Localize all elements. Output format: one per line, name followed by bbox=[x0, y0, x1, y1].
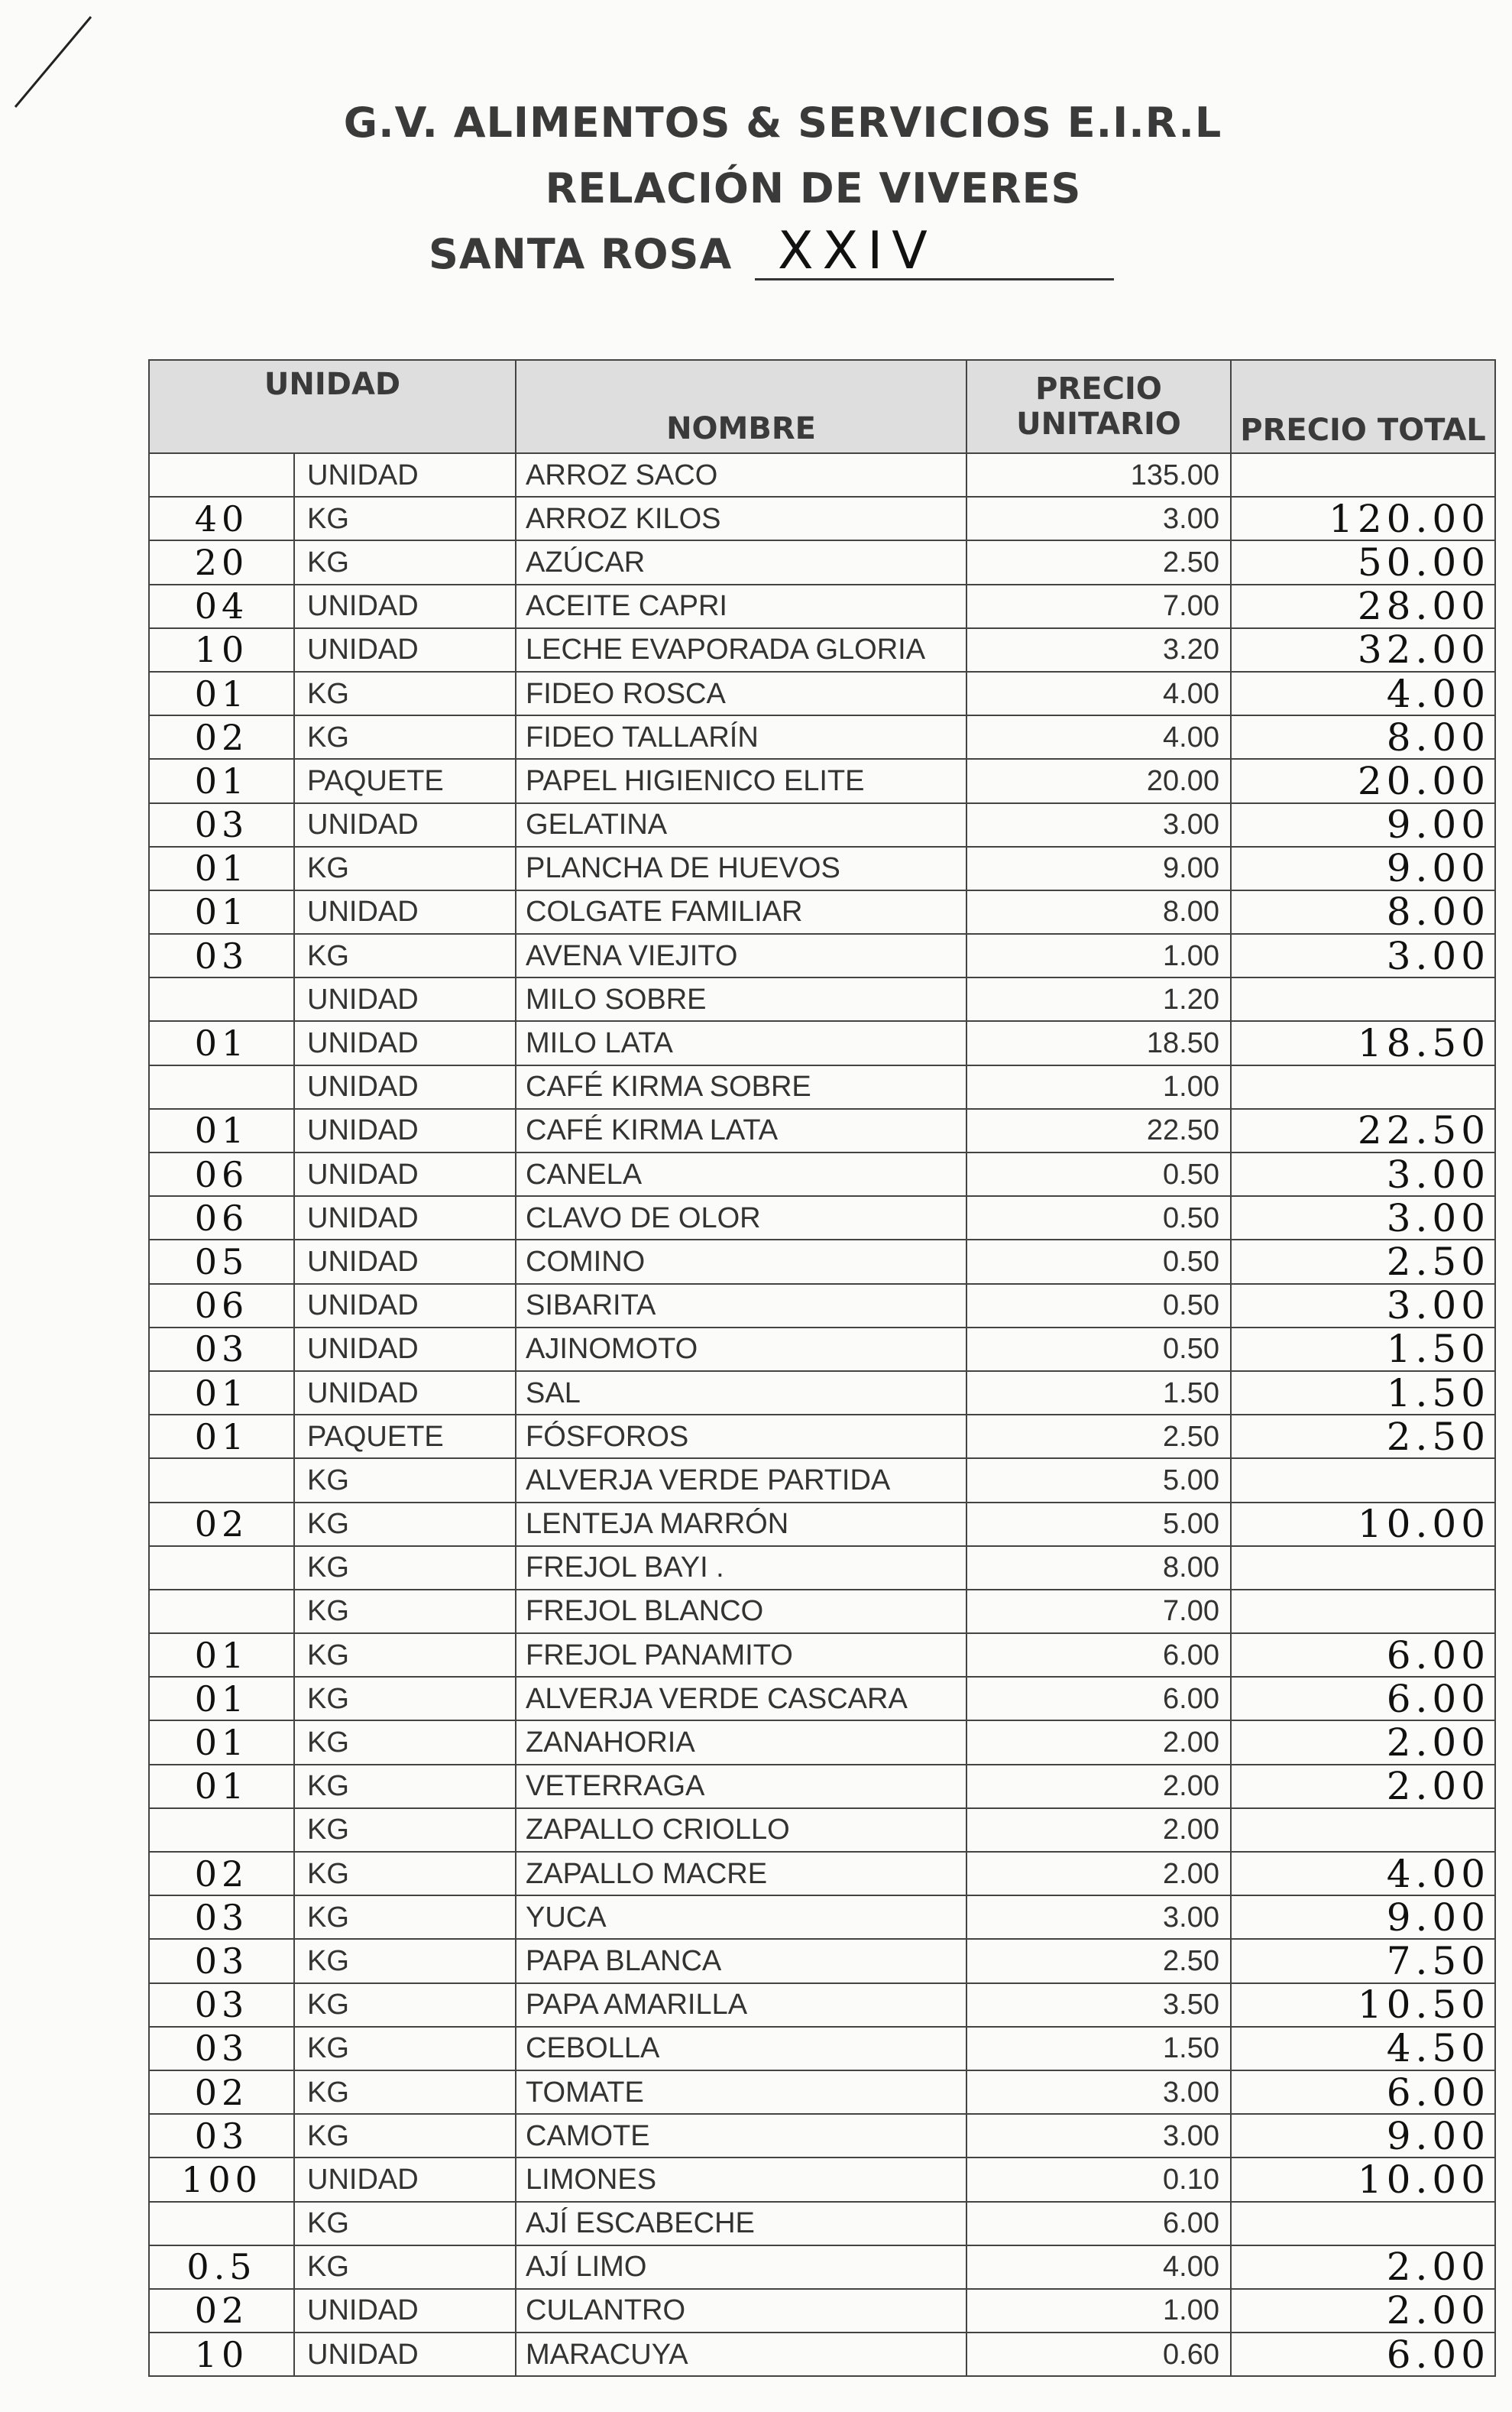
cell-quantity: 0.5 bbox=[149, 2245, 294, 2289]
cell-unit-price: 2.00 bbox=[966, 1720, 1231, 1764]
cell-unit: KG bbox=[294, 1633, 516, 1677]
cell-product-name: LECHE EVAPORADA GLORIA bbox=[516, 628, 966, 672]
cell-quantity: 03 bbox=[149, 1328, 294, 1371]
cell-quantity: 10 bbox=[149, 2333, 294, 2376]
cell-product-name: ZAPALLO CRIOLLO bbox=[516, 1808, 966, 1852]
table-row bbox=[149, 2289, 1495, 2333]
cell-unit-price: 2.50 bbox=[966, 1939, 1231, 1982]
cell-unit: KG bbox=[294, 1983, 516, 2027]
cell-total-price: 3.00 bbox=[1231, 1284, 1495, 1328]
cell-quantity: 01 bbox=[149, 1633, 294, 1677]
cell-quantity bbox=[149, 1546, 294, 1590]
cell-quantity: 03 bbox=[149, 803, 294, 847]
cell-unit: KG bbox=[294, 1852, 516, 1895]
cell-product-name: ARROZ SACO bbox=[516, 453, 966, 497]
cell-unit: KG bbox=[294, 1503, 516, 1546]
cell-total-price: 50.00 bbox=[1231, 540, 1495, 584]
header-precio-total: PRECIO TOTAL bbox=[1231, 360, 1495, 453]
cell-total-price: 9.00 bbox=[1231, 2114, 1495, 2158]
cell-total-price: 4.00 bbox=[1231, 1852, 1495, 1895]
cell-total-price: 20.00 bbox=[1231, 759, 1495, 802]
cell-unit-price: 0.10 bbox=[966, 2158, 1231, 2201]
table-row bbox=[149, 934, 1495, 977]
cell-unit-price: 5.00 bbox=[966, 1458, 1231, 1502]
table-row bbox=[149, 759, 1495, 802]
cell-unit: KG bbox=[294, 1458, 516, 1502]
cell-unit-price: 1.50 bbox=[966, 1371, 1231, 1415]
cell-product-name: ACEITE CAPRI bbox=[516, 585, 966, 628]
cell-quantity: 01 bbox=[149, 1720, 294, 1764]
cell-product-name: AJINOMOTO bbox=[516, 1328, 966, 1371]
cell-quantity: 01 bbox=[149, 759, 294, 802]
cell-unit: UNIDAD bbox=[294, 977, 516, 1021]
cell-product-name: CANELA bbox=[516, 1153, 966, 1196]
cell-unit: KG bbox=[294, 672, 516, 715]
cell-product-name: GELATINA bbox=[516, 803, 966, 847]
cell-product-name: MARACUYA bbox=[516, 2333, 966, 2376]
cell-unit-price: 0.50 bbox=[966, 1196, 1231, 1240]
cell-unit: KG bbox=[294, 934, 516, 977]
cell-unit-price: 4.00 bbox=[966, 715, 1231, 759]
cell-unit: KG bbox=[294, 2027, 516, 2070]
cell-total-price: 10.00 bbox=[1231, 2158, 1495, 2201]
cell-quantity: 03 bbox=[149, 934, 294, 977]
table-row bbox=[149, 1458, 1495, 1502]
cell-unit: KG bbox=[294, 1546, 516, 1590]
cell-quantity bbox=[149, 977, 294, 1021]
cell-unit-price: 135.00 bbox=[966, 453, 1231, 497]
cell-unit-price: 0.50 bbox=[966, 1284, 1231, 1328]
cell-unit-price: 0.50 bbox=[966, 1240, 1231, 1283]
cell-product-name: LIMONES bbox=[516, 2158, 966, 2201]
cell-total-price bbox=[1231, 1458, 1495, 1502]
cell-unit-price: 3.50 bbox=[966, 1983, 1231, 2027]
table-row bbox=[149, 2070, 1495, 2114]
cell-unit: UNIDAD bbox=[294, 1371, 516, 1415]
cell-product-name: VETERRAGA bbox=[516, 1765, 966, 1808]
cell-total-price: 7.50 bbox=[1231, 1939, 1495, 1982]
table-row bbox=[149, 977, 1495, 1021]
provisions-table bbox=[148, 359, 1496, 2377]
cell-quantity bbox=[149, 1065, 294, 1109]
cell-quantity bbox=[149, 1808, 294, 1852]
cell-product-name: COLGATE FAMILIAR bbox=[516, 890, 966, 934]
cell-unit: UNIDAD bbox=[294, 1153, 516, 1196]
cell-total-price bbox=[1231, 1065, 1495, 1109]
cell-unit: UNIDAD bbox=[294, 890, 516, 934]
table-row bbox=[149, 672, 1495, 715]
cell-unit-price: 0.50 bbox=[966, 1153, 1231, 1196]
cell-total-price bbox=[1231, 2202, 1495, 2245]
cell-total-price: 9.00 bbox=[1231, 847, 1495, 890]
cell-quantity: 03 bbox=[149, 2114, 294, 2158]
cell-unit: KG bbox=[294, 1590, 516, 1633]
table-row bbox=[149, 847, 1495, 890]
location-label: SANTA ROSA bbox=[428, 230, 733, 278]
table-row bbox=[149, 1240, 1495, 1283]
cell-unit: UNIDAD bbox=[294, 1328, 516, 1371]
cell-unit: KG bbox=[294, 2245, 516, 2289]
cell-unit: UNIDAD bbox=[294, 1021, 516, 1065]
table-row bbox=[149, 1328, 1495, 1371]
table-row bbox=[149, 585, 1495, 628]
table-row bbox=[149, 2114, 1495, 2158]
cell-product-name: PAPA AMARILLA bbox=[516, 1983, 966, 2027]
table-row bbox=[149, 1284, 1495, 1328]
cell-quantity: 03 bbox=[149, 1939, 294, 1982]
cell-quantity: 06 bbox=[149, 1284, 294, 1328]
cell-total-price: 2.50 bbox=[1231, 1415, 1495, 1458]
cell-total-price bbox=[1231, 977, 1495, 1021]
table-row bbox=[149, 1720, 1495, 1764]
cell-product-name: CAFÉ KIRMA LATA bbox=[516, 1109, 966, 1153]
location-value: XXIV bbox=[755, 225, 1114, 280]
table-row bbox=[149, 1895, 1495, 1939]
cell-product-name: FIDEO TALLARÍN bbox=[516, 715, 966, 759]
cell-quantity: 01 bbox=[149, 1021, 294, 1065]
table-row bbox=[149, 2027, 1495, 2070]
table-row bbox=[149, 1765, 1495, 1808]
cell-product-name: YUCA bbox=[516, 1895, 966, 1939]
cell-unit-price: 3.20 bbox=[966, 628, 1231, 672]
table-row bbox=[149, 2245, 1495, 2289]
cell-quantity bbox=[149, 1458, 294, 1502]
cell-product-name: PAPEL HIGIENICO ELITE bbox=[516, 759, 966, 802]
cell-product-name: CEBOLLA bbox=[516, 2027, 966, 2070]
cell-total-price: 1.50 bbox=[1231, 1371, 1495, 1415]
cell-total-price: 2.00 bbox=[1231, 2245, 1495, 2289]
cell-unit-price: 1.20 bbox=[966, 977, 1231, 1021]
cell-quantity: 05 bbox=[149, 1240, 294, 1283]
table-row bbox=[149, 1939, 1495, 1982]
cell-product-name: CAFÉ KIRMA SOBRE bbox=[516, 1065, 966, 1109]
cell-total-price: 2.50 bbox=[1231, 1240, 1495, 1283]
table-row bbox=[149, 1371, 1495, 1415]
cell-quantity: 03 bbox=[149, 1895, 294, 1939]
cell-quantity bbox=[149, 2202, 294, 2245]
cell-quantity: 40 bbox=[149, 497, 294, 540]
cell-quantity: 02 bbox=[149, 2289, 294, 2333]
cell-unit-price: 22.50 bbox=[966, 1109, 1231, 1153]
cell-unit-price: 7.00 bbox=[966, 585, 1231, 628]
cell-unit: KG bbox=[294, 540, 516, 584]
cell-quantity: 02 bbox=[149, 715, 294, 759]
header-unidad: UNIDAD bbox=[149, 360, 516, 453]
cell-unit: PAQUETE bbox=[294, 1415, 516, 1458]
cell-total-price: 8.00 bbox=[1231, 715, 1495, 759]
table-row bbox=[149, 1021, 1495, 1065]
table-row bbox=[149, 1415, 1495, 1458]
header-precio-unitario-line1: PRECIO bbox=[1035, 371, 1162, 407]
table-row bbox=[149, 1677, 1495, 1720]
cell-product-name: CULANTRO bbox=[516, 2289, 966, 2333]
cell-unit-price: 2.50 bbox=[966, 540, 1231, 584]
cell-unit: PAQUETE bbox=[294, 759, 516, 802]
document-title: RELACIÓN DE VIVERES bbox=[545, 164, 1082, 212]
cell-total-price: 2.00 bbox=[1231, 2289, 1495, 2333]
cell-quantity: 06 bbox=[149, 1153, 294, 1196]
cell-unit: KG bbox=[294, 1677, 516, 1720]
cell-quantity: 06 bbox=[149, 1196, 294, 1240]
cell-total-price: 2.00 bbox=[1231, 1765, 1495, 1808]
cell-total-price: 6.00 bbox=[1231, 1677, 1495, 1720]
cell-quantity: 01 bbox=[149, 890, 294, 934]
cell-unit-price: 9.00 bbox=[966, 847, 1231, 890]
cell-product-name: ALVERJA VERDE PARTIDA bbox=[516, 1458, 966, 1502]
cell-unit: UNIDAD bbox=[294, 628, 516, 672]
cell-product-name: MILO LATA bbox=[516, 1021, 966, 1065]
cell-total-price: 2.00 bbox=[1231, 1720, 1495, 1764]
table-row bbox=[149, 628, 1495, 672]
cell-quantity bbox=[149, 453, 294, 497]
table-row bbox=[149, 1983, 1495, 2027]
cell-total-price: 120.00 bbox=[1231, 497, 1495, 540]
cell-unit-price: 2.50 bbox=[966, 1415, 1231, 1458]
cell-product-name: FREJOL BLANCO bbox=[516, 1590, 966, 1633]
cell-unit-price: 3.00 bbox=[966, 803, 1231, 847]
table-row bbox=[149, 2333, 1495, 2376]
header-precio-unitario-line2: UNITARIO bbox=[1016, 407, 1181, 442]
table-header-row bbox=[149, 360, 1495, 453]
cell-total-price: 6.00 bbox=[1231, 1633, 1495, 1677]
cell-quantity: 02 bbox=[149, 2070, 294, 2114]
cell-unit: KG bbox=[294, 1939, 516, 1982]
cell-product-name: AVENA VIEJITO bbox=[516, 934, 966, 977]
cell-product-name: MILO SOBRE bbox=[516, 977, 966, 1021]
cell-quantity: 01 bbox=[149, 1109, 294, 1153]
cell-unit-price: 1.00 bbox=[966, 2289, 1231, 2333]
cell-total-price bbox=[1231, 1546, 1495, 1590]
cell-quantity: 01 bbox=[149, 672, 294, 715]
table-row bbox=[149, 1852, 1495, 1895]
cell-total-price: 6.00 bbox=[1231, 2333, 1495, 2376]
cell-unit-price: 2.00 bbox=[966, 1808, 1231, 1852]
cell-product-name: SAL bbox=[516, 1371, 966, 1415]
table-row bbox=[149, 1808, 1495, 1852]
cell-product-name: SIBARITA bbox=[516, 1284, 966, 1328]
cell-unit: UNIDAD bbox=[294, 585, 516, 628]
cell-unit-price: 0.60 bbox=[966, 2333, 1231, 2376]
cell-total-price: 10.50 bbox=[1231, 1983, 1495, 2027]
table-row bbox=[149, 453, 1495, 497]
cell-quantity: 01 bbox=[149, 1677, 294, 1720]
cell-unit: UNIDAD bbox=[294, 1240, 516, 1283]
cell-total-price: 3.00 bbox=[1231, 934, 1495, 977]
cell-quantity: 01 bbox=[149, 1765, 294, 1808]
cell-unit-price: 3.00 bbox=[966, 2070, 1231, 2114]
cell-unit-price: 4.00 bbox=[966, 2245, 1231, 2289]
cell-unit-price: 2.00 bbox=[966, 1765, 1231, 1808]
cell-quantity: 01 bbox=[149, 847, 294, 890]
cell-quantity bbox=[149, 1590, 294, 1633]
table-row bbox=[149, 2202, 1495, 2245]
cell-unit: KG bbox=[294, 2070, 516, 2114]
cell-total-price: 6.00 bbox=[1231, 2070, 1495, 2114]
document-header bbox=[0, 90, 1512, 287]
cell-quantity: 04 bbox=[149, 585, 294, 628]
table-row bbox=[149, 497, 1495, 540]
cell-unit: UNIDAD bbox=[294, 2333, 516, 2376]
cell-unit: UNIDAD bbox=[294, 803, 516, 847]
cell-total-price bbox=[1231, 1590, 1495, 1633]
cell-unit-price: 4.00 bbox=[966, 672, 1231, 715]
table-row bbox=[149, 2158, 1495, 2201]
cell-quantity: 10 bbox=[149, 628, 294, 672]
cell-total-price: 8.00 bbox=[1231, 890, 1495, 934]
cell-unit-price: 3.00 bbox=[966, 2114, 1231, 2158]
cell-product-name: COMINO bbox=[516, 1240, 966, 1283]
cell-product-name: TOMATE bbox=[516, 2070, 966, 2114]
cell-quantity: 01 bbox=[149, 1371, 294, 1415]
cell-unit: UNIDAD bbox=[294, 453, 516, 497]
table-row bbox=[149, 540, 1495, 584]
header-precio-unitario bbox=[966, 360, 1231, 453]
cell-quantity: 02 bbox=[149, 1503, 294, 1546]
cell-product-name: ZANAHORIA bbox=[516, 1720, 966, 1764]
cell-unit-price: 3.00 bbox=[966, 497, 1231, 540]
table-row bbox=[149, 890, 1495, 934]
cell-product-name: CAMOTE bbox=[516, 2114, 966, 2158]
cell-unit: UNIDAD bbox=[294, 2289, 516, 2333]
cell-unit-price: 6.00 bbox=[966, 2202, 1231, 2245]
cell-total-price bbox=[1231, 1808, 1495, 1852]
cell-product-name: AJÍ ESCABECHE bbox=[516, 2202, 966, 2245]
cell-product-name: FÓSFOROS bbox=[516, 1415, 966, 1458]
cell-unit: KG bbox=[294, 1808, 516, 1852]
cell-unit: UNIDAD bbox=[294, 1196, 516, 1240]
cell-total-price: 32.00 bbox=[1231, 628, 1495, 672]
cell-quantity: 100 bbox=[149, 2158, 294, 2201]
cell-product-name: LENTEJA MARRÓN bbox=[516, 1503, 966, 1546]
cell-unit: UNIDAD bbox=[294, 1065, 516, 1109]
cell-unit: KG bbox=[294, 715, 516, 759]
cell-unit: KG bbox=[294, 2114, 516, 2158]
cell-total-price: 3.00 bbox=[1231, 1153, 1495, 1196]
cell-unit-price: 20.00 bbox=[966, 759, 1231, 802]
company-name: G.V. ALIMENTOS & SERVICIOS E.I.R.L bbox=[343, 99, 1222, 147]
cell-product-name: PLANCHA DE HUEVOS bbox=[516, 847, 966, 890]
cell-unit: KG bbox=[294, 2202, 516, 2245]
table-row bbox=[149, 1153, 1495, 1196]
table-row bbox=[149, 1196, 1495, 1240]
table-row bbox=[149, 803, 1495, 847]
cell-product-name: FREJOL PANAMITO bbox=[516, 1633, 966, 1677]
cell-unit: UNIDAD bbox=[294, 1109, 516, 1153]
cell-product-name: AJÍ LIMO bbox=[516, 2245, 966, 2289]
cell-total-price: 1.50 bbox=[1231, 1328, 1495, 1371]
table-row bbox=[149, 1109, 1495, 1153]
cell-product-name: ALVERJA VERDE CASCARA bbox=[516, 1677, 966, 1720]
table-row bbox=[149, 1590, 1495, 1633]
cell-unit-price: 2.00 bbox=[966, 1852, 1231, 1895]
cell-total-price: 18.50 bbox=[1231, 1021, 1495, 1065]
cell-quantity: 03 bbox=[149, 2027, 294, 2070]
cell-quantity: 01 bbox=[149, 1415, 294, 1458]
cell-unit-price: 1.50 bbox=[966, 2027, 1231, 2070]
cell-total-price: 3.00 bbox=[1231, 1196, 1495, 1240]
cell-total-price bbox=[1231, 453, 1495, 497]
cell-unit-price: 5.00 bbox=[966, 1503, 1231, 1546]
table-row bbox=[149, 1065, 1495, 1109]
cell-total-price: 22.50 bbox=[1231, 1109, 1495, 1153]
cell-total-price: 4.00 bbox=[1231, 672, 1495, 715]
cell-unit: KG bbox=[294, 847, 516, 890]
cell-quantity: 02 bbox=[149, 1852, 294, 1895]
cell-unit: KG bbox=[294, 1895, 516, 1939]
cell-product-name: AZÚCAR bbox=[516, 540, 966, 584]
cell-product-name: ARROZ KILOS bbox=[516, 497, 966, 540]
table-row bbox=[149, 1633, 1495, 1677]
table-row bbox=[149, 1503, 1495, 1546]
cell-total-price: 4.50 bbox=[1231, 2027, 1495, 2070]
cell-unit-price: 0.50 bbox=[966, 1328, 1231, 1371]
cell-unit: KG bbox=[294, 497, 516, 540]
cell-quantity: 03 bbox=[149, 1983, 294, 2027]
cell-product-name: FREJOL BAYI . bbox=[516, 1546, 966, 1590]
cell-total-price: 28.00 bbox=[1231, 585, 1495, 628]
header-nombre: NOMBRE bbox=[516, 360, 966, 453]
cell-unit-price: 1.00 bbox=[966, 1065, 1231, 1109]
location-line bbox=[31, 222, 1512, 287]
cell-unit-price: 6.00 bbox=[966, 1677, 1231, 1720]
cell-unit: KG bbox=[294, 1720, 516, 1764]
cell-unit-price: 8.00 bbox=[966, 890, 1231, 934]
cell-total-price: 9.00 bbox=[1231, 803, 1495, 847]
cell-unit-price: 7.00 bbox=[966, 1590, 1231, 1633]
cell-total-price: 10.00 bbox=[1231, 1503, 1495, 1546]
table-row bbox=[149, 1546, 1495, 1590]
cell-quantity: 20 bbox=[149, 540, 294, 584]
table-row bbox=[149, 715, 1495, 759]
cell-unit-price: 3.00 bbox=[966, 1895, 1231, 1939]
cell-unit-price: 8.00 bbox=[966, 1546, 1231, 1590]
cell-unit: UNIDAD bbox=[294, 2158, 516, 2201]
cell-unit: KG bbox=[294, 1765, 516, 1808]
cell-unit-price: 18.50 bbox=[966, 1021, 1231, 1065]
cell-unit-price: 6.00 bbox=[966, 1633, 1231, 1677]
cell-product-name: CLAVO DE OLOR bbox=[516, 1196, 966, 1240]
cell-total-price: 9.00 bbox=[1231, 1895, 1495, 1939]
cell-unit-price: 1.00 bbox=[966, 934, 1231, 977]
cell-product-name: PAPA BLANCA bbox=[516, 1939, 966, 1982]
cell-product-name: ZAPALLO MACRE bbox=[516, 1852, 966, 1895]
cell-product-name: FIDEO ROSCA bbox=[516, 672, 966, 715]
cell-unit: UNIDAD bbox=[294, 1284, 516, 1328]
